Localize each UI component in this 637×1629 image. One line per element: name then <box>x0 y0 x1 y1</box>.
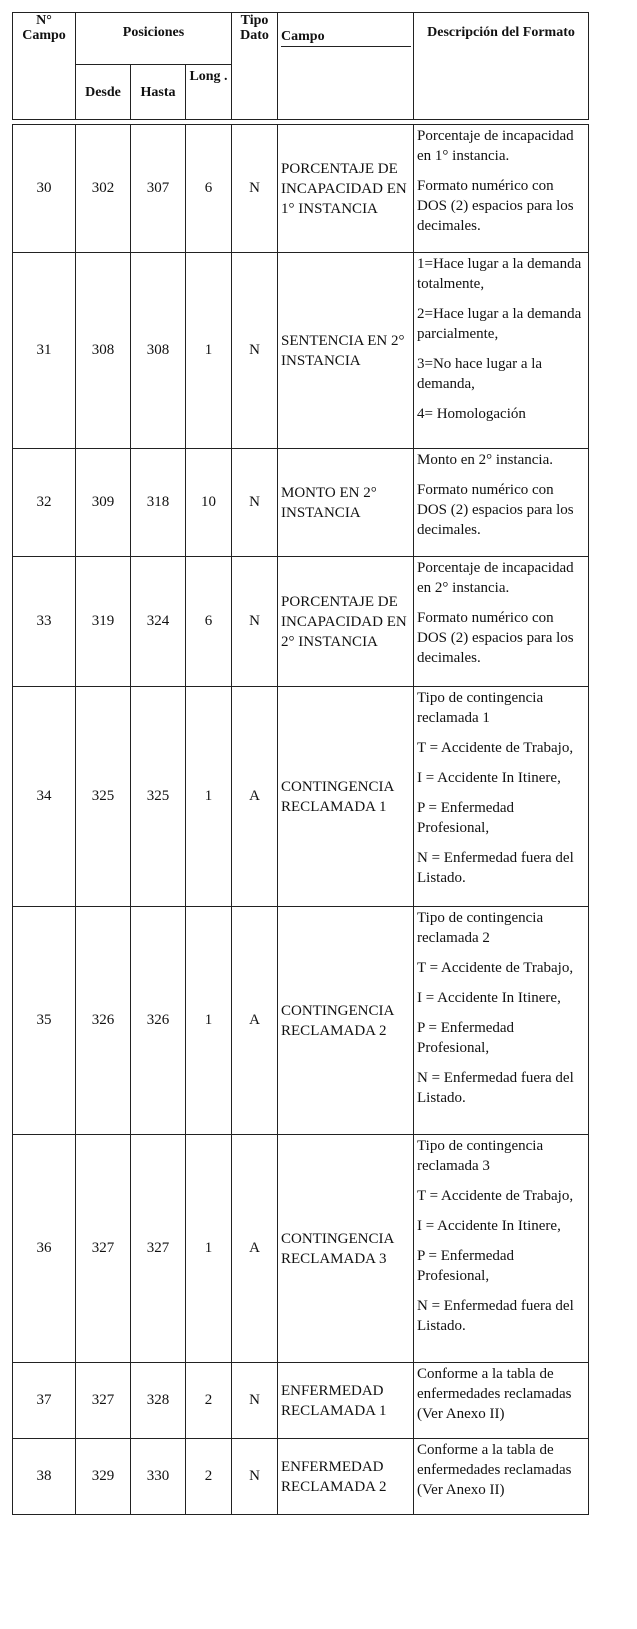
table-row <box>13 449 589 557</box>
description-line: 2=Hace lugar a la demanda parcialmente, <box>417 306 582 342</box>
description-line: I = Accidente In Itinere, <box>417 770 561 786</box>
cell-desde: 326 <box>76 907 131 1135</box>
cell-desde: 319 <box>76 557 131 687</box>
cell-tipo-dato: N <box>232 125 278 253</box>
description-line: Monto en 2° instancia. <box>417 452 553 468</box>
description-line: 1=Hace lugar a la demanda totalmente, <box>417 256 582 292</box>
table-body <box>13 120 589 1515</box>
cell-descripcion <box>414 253 589 449</box>
header-desde: Desde <box>76 65 131 120</box>
cell-descripcion <box>414 687 589 907</box>
description-line: Formato numérico con DOS (2) espacios para los decimales. <box>417 178 574 234</box>
cell-num-campo: 36 <box>13 1135 76 1363</box>
cell-descripcion <box>414 1439 589 1515</box>
cell-tipo-dato: N <box>232 557 278 687</box>
cell-hasta: 324 <box>131 557 186 687</box>
cell-campo: SENTENCIA EN 2° INSTANCIA <box>278 253 414 449</box>
cell-long: 6 <box>186 125 232 253</box>
description-line: T = Accidente de Trabajo, <box>417 960 574 976</box>
cell-hasta: 307 <box>131 125 186 253</box>
cell-hasta: 325 <box>131 687 186 907</box>
cell-long: 6 <box>186 557 232 687</box>
header-num-campo: N° Campo <box>13 13 76 120</box>
cell-descripcion <box>414 125 589 253</box>
cell-desde: 327 <box>76 1135 131 1363</box>
cell-tipo-dato: N <box>232 1363 278 1439</box>
description-line: N = Enfermedad fuera del Listado. <box>417 1298 574 1334</box>
cell-desde: 302 <box>76 125 131 253</box>
cell-campo: PORCENTAJE DE INCAPACIDAD EN 2° INSTANCIA <box>278 557 414 687</box>
cell-descripcion <box>414 557 589 687</box>
header-descripcion: Descripción del Formato <box>414 13 589 120</box>
table-row <box>13 125 589 253</box>
header-campo <box>278 13 414 120</box>
cell-desde: 308 <box>76 253 131 449</box>
table-row <box>13 1135 589 1363</box>
description-line: N = Enfermedad fuera del Listado. <box>417 850 574 886</box>
table-row <box>13 687 589 907</box>
field-format-table <box>12 12 589 1515</box>
cell-tipo-dato: A <box>232 907 278 1135</box>
cell-descripcion <box>414 907 589 1135</box>
cell-long: 1 <box>186 907 232 1135</box>
cell-campo: CONTINGENCIA RECLAMADA 1 <box>278 687 414 907</box>
description-line: Tipo de contingencia reclamada 2 <box>417 910 544 946</box>
description-line: P = Enfermedad Profesional, <box>417 1020 515 1056</box>
cell-hasta: 328 <box>131 1363 186 1439</box>
cell-tipo-dato: N <box>232 1439 278 1515</box>
cell-num-campo: 37 <box>13 1363 76 1439</box>
description-line: P = Enfermedad Profesional, <box>417 1248 515 1284</box>
description-line: N = Enfermedad fuera del Listado. <box>417 1070 574 1106</box>
cell-campo: PORCENTAJE DE INCAPACIDAD EN 1° INSTANCIA <box>278 125 414 253</box>
table-row <box>13 557 589 687</box>
table-row <box>13 1439 589 1515</box>
cell-desde: 327 <box>76 1363 131 1439</box>
cell-tipo-dato: N <box>232 253 278 449</box>
description-line: Porcentaje de incapacidad en 1° instancia. <box>417 128 574 164</box>
cell-hasta: 308 <box>131 253 186 449</box>
cell-num-campo: 34 <box>13 687 76 907</box>
description-line: Conforme a la tabla de enfermedades reclamadas (Ver Anexo II) <box>417 1442 572 1498</box>
cell-descripcion <box>414 1135 589 1363</box>
cell-descripcion <box>414 1363 589 1439</box>
description-line: P = Enfermedad Profesional, <box>417 800 515 836</box>
cell-num-campo: 31 <box>13 253 76 449</box>
cell-num-campo: 33 <box>13 557 76 687</box>
cell-desde: 325 <box>76 687 131 907</box>
table-row <box>13 253 589 449</box>
description-line: T = Accidente de Trabajo, <box>417 740 574 756</box>
cell-long: 1 <box>186 687 232 907</box>
cell-hasta: 327 <box>131 1135 186 1363</box>
description-line: 4= Homologación <box>417 406 526 422</box>
cell-hasta: 330 <box>131 1439 186 1515</box>
cell-campo: MONTO EN 2° INSTANCIA <box>278 449 414 557</box>
header-posiciones: Posiciones <box>76 13 232 65</box>
description-line: I = Accidente In Itinere, <box>417 990 561 1006</box>
cell-num-campo: 32 <box>13 449 76 557</box>
cell-hasta: 326 <box>131 907 186 1135</box>
description-line: Tipo de contingencia reclamada 3 <box>417 1138 544 1174</box>
cell-long: 2 <box>186 1363 232 1439</box>
description-line: Formato numérico con DOS (2) espacios para los decimales. <box>417 482 574 538</box>
description-line: Tipo de contingencia reclamada 1 <box>417 690 544 726</box>
description-line: I = Accidente In Itinere, <box>417 1218 561 1234</box>
cell-long: 2 <box>186 1439 232 1515</box>
cell-descripcion <box>414 449 589 557</box>
description-line: Porcentaje de incapacidad en 2° instancia. <box>417 560 574 596</box>
cell-long: 1 <box>186 253 232 449</box>
cell-tipo-dato: A <box>232 1135 278 1363</box>
description-line: 3=No hace lugar a la demanda, <box>417 356 543 392</box>
description-line: T = Accidente de Trabajo, <box>417 1188 574 1204</box>
cell-num-campo: 38 <box>13 1439 76 1515</box>
cell-desde: 329 <box>76 1439 131 1515</box>
cell-num-campo: 35 <box>13 907 76 1135</box>
cell-tipo-dato: N <box>232 449 278 557</box>
cell-tipo-dato: A <box>232 687 278 907</box>
cell-long: 10 <box>186 449 232 557</box>
header-hasta: Hasta <box>131 65 186 120</box>
cell-desde: 309 <box>76 449 131 557</box>
cell-campo: CONTINGENCIA RECLAMADA 2 <box>278 907 414 1135</box>
cell-long: 1 <box>186 1135 232 1363</box>
header-long: Long . <box>186 65 232 120</box>
cell-hasta: 318 <box>131 449 186 557</box>
cell-campo: ENFERMEDAD RECLAMADA 1 <box>278 1363 414 1439</box>
cell-campo: ENFERMEDAD RECLAMADA 2 <box>278 1439 414 1515</box>
header-tipo-dato: Tipo Dato <box>232 13 278 120</box>
description-line: Conforme a la tabla de enfermedades reclamadas (Ver Anexo II) <box>417 1366 572 1422</box>
table-row <box>13 1363 589 1439</box>
cell-campo: CONTINGENCIA RECLAMADA 3 <box>278 1135 414 1363</box>
description-line: Formato numérico con DOS (2) espacios para los decimales. <box>417 610 574 666</box>
cell-num-campo: 30 <box>13 125 76 253</box>
header-campo-label: Campo <box>281 29 411 47</box>
table-row <box>13 907 589 1135</box>
